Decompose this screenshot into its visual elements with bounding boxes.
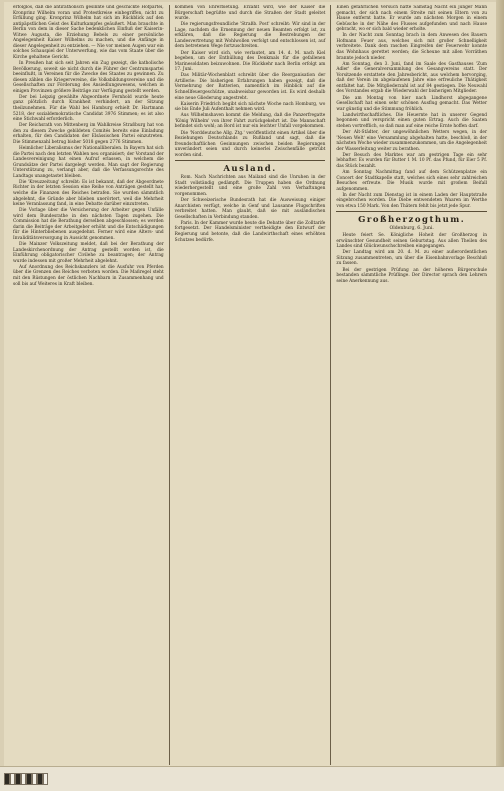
article-paragraph: Die Mainzer Volkszeitung meldet, daß bei der Berathung der Landeskirchenordnung der Antrag gestellt worden ist, die Einführung obligatorischer Civilehe zu beantragen; der Antrag wurde indessen mit großer Mehrheit abgelehnt. xyxy=(13,242,164,264)
article-paragraph: Aus Wilhelmshaven kommt die Meldung, daß die Panzerfregatte 'König Wilhelm' von ihrer Fahrt zurückgekehrt ist. Die Mannschaft befindet sich wohl; an Bord ist nur ein leichter Unfall vorgekommen. xyxy=(174,113,326,130)
article-paragraph: Auf Anordnung des Reichskanzlers ist die Ausfuhr von Pferden über die Grenzen des Reiches verboten worden. Die Maßregel steht mit den Rüstungen der östlichen Nachbarn in Zusammenhang und soll bis auf Weiteres in Kraft bleiben. xyxy=(13,264,164,287)
article-paragraph: Die am Montag von hier nach Lindhorst abgegangene Gesellschaft hat einen sehr schönen Ausflug gemacht. Das Wetter war günstig und die Stimmung fröhlich. xyxy=(336,95,488,112)
section-divider xyxy=(336,211,487,212)
column-middle xyxy=(169,5,331,765)
page-edge xyxy=(496,0,504,791)
dateline: Oldenburg, 6. Juni. xyxy=(389,226,434,232)
article-paragraph: Heimlicher Liberalismus der Nationalliberalen. In Bayern hat sich die Partei nach den letzten Wahlen neu organisiert; der Vorstand der Landesvereinigung hat einen Aufruf erlassen, in welchem die Grundsätze der Partei dargelegt werden. Man sagt der Regierung Unterstützung zu, verlangt aber, daß die Verfassungsrechte des Landtags unangetastet bleiben. xyxy=(13,146,164,179)
article-paragraph: Die Vorlage über die Versicherung der Arbeiter gegen Unfälle wird dem Bundesrathe in den nächsten Tagen zugehen. Die Commission hat die Berathung derselben abgeschlossen; es werden darin die Beiträge der Arbeitgeber erhöht und die Entschädigungen für die Hinterbliebenen ausgedehnt. Ferner wird eine Alters- und Invaliditätsversorgung in Aussicht genommen. xyxy=(13,208,164,241)
article-paragraph: Am Sonntag Nachmittag fand auf dem Schützenplatze ein Concert der Stadtkapelle statt, welches sich eines sehr zahlreichen Besuches erfreute. Die Musik wurde mit großem Beifall aufgenommen. xyxy=(336,170,488,192)
article-paragraph: Die 'Norddeutsche Allg. Ztg.' veröffentlicht einen Artikel über die Beziehungen Deutschlands zu Rußland und sagt, daß die freundschaftlichen Gesinnungen zwischen beiden Regierungen unverändert seien und durch keinerlei Zwischenfälle getrübt worden sind. xyxy=(174,130,326,158)
article-paragraph: Kaiserin Friedrich begibt sich nächste Woche nach Homburg, wo sie bis Ende Juli Aufenthalt nehmen wird. xyxy=(174,101,326,113)
article-paragraph: Der Schweizerische Bundesrath hat die Ausweisung einiger Anarchisten verfügt, welche in Genf und Lausanne Flugschriften verbreitet hatten. Man glaubt, daß sie mit ausländischen Gesellschaften in Verbindung standen. xyxy=(174,198,326,220)
article-paragraph: Heute feiert Se. Königliche Hoheit der Großherzog in erwünschter Gesundheit seinen Geburtstag. Aus allen Theilen des Landes sind Glückwunschschreiben eingegangen. xyxy=(336,233,488,250)
article-paragraph: In der Nacht zum Dienstag ist in einem Laden der Hauptstraße eingebrochen worden. Die Diebe entwendeten Waaren im Werthe von etwa 150 Mark. Von den Thätern fehlt bis jetzt jede Spur. xyxy=(336,192,488,209)
article-paragraph: Einen gefährlichen Versuch hatte Samstag Nacht ein junger Mann gemacht, der sich nach einem Streite mit seinen Eltern von zu Hause entfernt hatte. Er wurde am nächsten Morgen in einem Gebüsche in der Nähe des Flusses aufgefunden und nach Hause gebracht, wo er sich bald wieder erholte. xyxy=(336,5,488,33)
article-paragraph: Bei der gestrigen Prüfung an der höheren Bürgerschule bestanden sämmtliche Prüflinge. Der Director sprach den Lehrern seine Anerkennung aus. xyxy=(336,267,488,284)
article-paragraph: Der bei Leipzig gewählte Abgeordnete Fernhold wurde heute ganz plötzlich durch Krankheit verhindert, an der Sitzung theilzunehmen. Für die Wahl bei Hamburg erhielt Dr. Hartmann 5218, der sozialdemokratische Candidat 3976 Stimmen; es ist also eine Stichwahl erforderlich. xyxy=(13,94,164,123)
article-paragraph: Die 'Kreuzzeitung' schreibt: Es ist bekannt, daß der Abgeordnete Richter in der letzten Session eine Reihe von Anträgen gestellt hat, welche die Finanzen des Reiches betrafen. Sie wurden sämmtlich abgelehnt, die Gründe aber blieben unerörtert, weil die Mehrheit keine Veranlassung fand, in eine Debatte darüber einzutreten. xyxy=(13,179,164,208)
article-paragraph: Rom. Nach Nachrichten aus Mailand sind die Unruhen in der Stadt vollständig gedämpft. Die Truppen haben die Ordnung wiederhergestellt und eine große Zahl von Verhaftungen vorgenommen. xyxy=(174,175,326,197)
article-paragraph: Der Besuch des Marktes war am gestrigen Tage ein sehr lebhafter. Es wurden für Butter 1 M. 10 Pf. das Pfund, für Eier 5 Pf. das Stück bezahlt. xyxy=(336,152,488,169)
section-heading-grossherzogthum: Großherzogthum. xyxy=(358,215,466,226)
article-paragraph: erfolglos, daß die antiratholisch gesinnte und geschickte Hofpartei, Kronprinz Wilhelm voran und Protestkreise einbegriffen, nicht zu Erfüllung ging. Kronprinz Wilhelm hat sich im Rückblick auf den antipäpstlichen Geist des Kulturkampfes geäußert. Man brauchte in Berlin von dem in dieser Sache bedenklichen Einfluß der Kaiserin-Witwe Augusta, die Erziehung Bebels zu einer persönliche Angelegenheit Kaiser Wilhelms zu machen, und die Anfänge in dieser Angelegenheit zu entziehen. — Nie vor meinen Augen war ein solches Schauspiel der Unterwerfung, wie das vom Staate über die Kirche gehaltene Gericht. xyxy=(13,5,164,60)
article-paragraph: Am Sonntag, den 3. Juni, fand im Saale des Gasthauses 'Zum Adler' die Generalversammlung des Gesangvereins statt. Der Vorsitzende erstattete den Jahresbericht, aus welchem hervorging, daß der Verein im abgelaufenen Jahre eine erfreuliche Thätigkeit entfaltet hat. Die Mitgliederzahl ist auf 84 gestiegen. Die Neuwahl des Vorstandes ergab die Wiederwahl der bisherigen Mitglieder. xyxy=(336,61,488,95)
column-right xyxy=(330,5,492,765)
ruler-scale-icon xyxy=(4,773,48,785)
article-paragraph: Der Reichsrath von Mittenberg im Wahlkreise Straßburg hat von den zu diesem Zwecke gebildeten Comités bereits eine Einladung erhalten, für den Candidaten der Elsässischen Partei einzutreten. Die Stimmenzahl betrug bisher 5018 gegen 2776 Stimmen. xyxy=(13,123,164,145)
article-paragraph: In Preußen hat sich seit Jahren ein Zug gezeigt, die katholische Bevölkerung, soweit sie nicht durch die Führer der Centrumspartei beeinflußt, in Vereinen für die Zwecke des Staates zu gewinnen. Zu diesen zählen die Kriegervereine, die Volksbildungsvereine und die Gesellschaften zur Förderung des Ansiedlungswesens, welchen in einigen Provinzen größere Beiträge zur Verfügung gestellt werden. xyxy=(13,61,164,94)
column-left xyxy=(8,5,169,765)
article-paragraph: Der Alt-Städter, der ungewöhnlichen Wetters wegen, in der 'Neuen Welt' eine Versammlung abgehalten hatte, beschloß, in der nächsten Woche wieder zusammenzukommen, um die Angelegenheit der Wasserleitung weiter zu berathen. xyxy=(336,130,488,152)
article-paragraph: Das Militär-Wochenblatt schreibt über die Reorganisation der Artillerie: Die bisherigen Erfahrungen haben gezeigt, daß die Vermehrung der Batterien, namentlich im Hinblick auf die Schnellfeuergeschütze, unabweisbar geworden ist. Es wird deshalb eine neue Gliederung angestrebt. xyxy=(174,73,326,101)
article-paragraph: Der Kaiser wird sich, wie verlautet, am 14. d. M. nach Kiel begeben, um der Enthüllung des Denkmals für die gefallenen Marinesoldaten beizuwohnen. Die Rückkehr nach Berlin erfolgt am 17. Juni. xyxy=(174,50,326,73)
article-paragraph: Der Landtag wird am 20. d. M. zu einer außerordentlichen Sitzung zusammentreten, um über die Eisenbahnvorlage Beschluß zu fassen. xyxy=(336,250,488,267)
section-heading-ausland: Ausland. xyxy=(223,164,277,175)
scan-footer xyxy=(0,766,504,791)
section-divider xyxy=(175,160,326,161)
article-paragraph: Die regierungsfreundliche 'Straßb. Post' schreibt: Wir sind in der Lage, nachdem die Ernennung der neuen Beamten erfolgt ist, zu erklären, daß die Regierung die Bestrebungen der Landesvertretung mit Wohlwollen verfolgt und entschlossen ist, auf dem betretenen Wege fortzuschreiten. xyxy=(174,22,326,50)
article-paragraph: kommen von Ehrerbietung. Erzählt wird, wie der Kaiser die Bürgerschaft begrüßte und durch die Straßen der Stadt geleitet wurde. xyxy=(174,5,326,22)
article-paragraph: Landwirthschaftliches. Die Heuernte hat in unserer Gegend begonnen und verspricht einen guten Ertrag. Auch die Saaten stehen vortrefflich, so daß man auf eine reiche Ernte hoffen darf. xyxy=(336,112,488,129)
newspaper-page xyxy=(4,2,496,766)
article-paragraph: Paris. In der Kammer wurde heute die Debatte über die Zolltarife fortgesetzt. Der Handelsminister vertheidigte den Entwurf der Regierung und betonte, daß die Landwirthschaft eines erhöhten Schutzes bedürfe. xyxy=(174,220,326,243)
article-paragraph: In der Nacht zum Sonntag brach in dem Anwesen des Bauern Hofmann Feuer aus, welches sich mit großer Schnelligkeit verbreitete. Dank dem raschen Eingreifen der Feuerwehr konnte das Wohnhaus gerettet werden; die Scheune mit allen Vorräthen brannte jedoch nieder. xyxy=(336,33,488,61)
